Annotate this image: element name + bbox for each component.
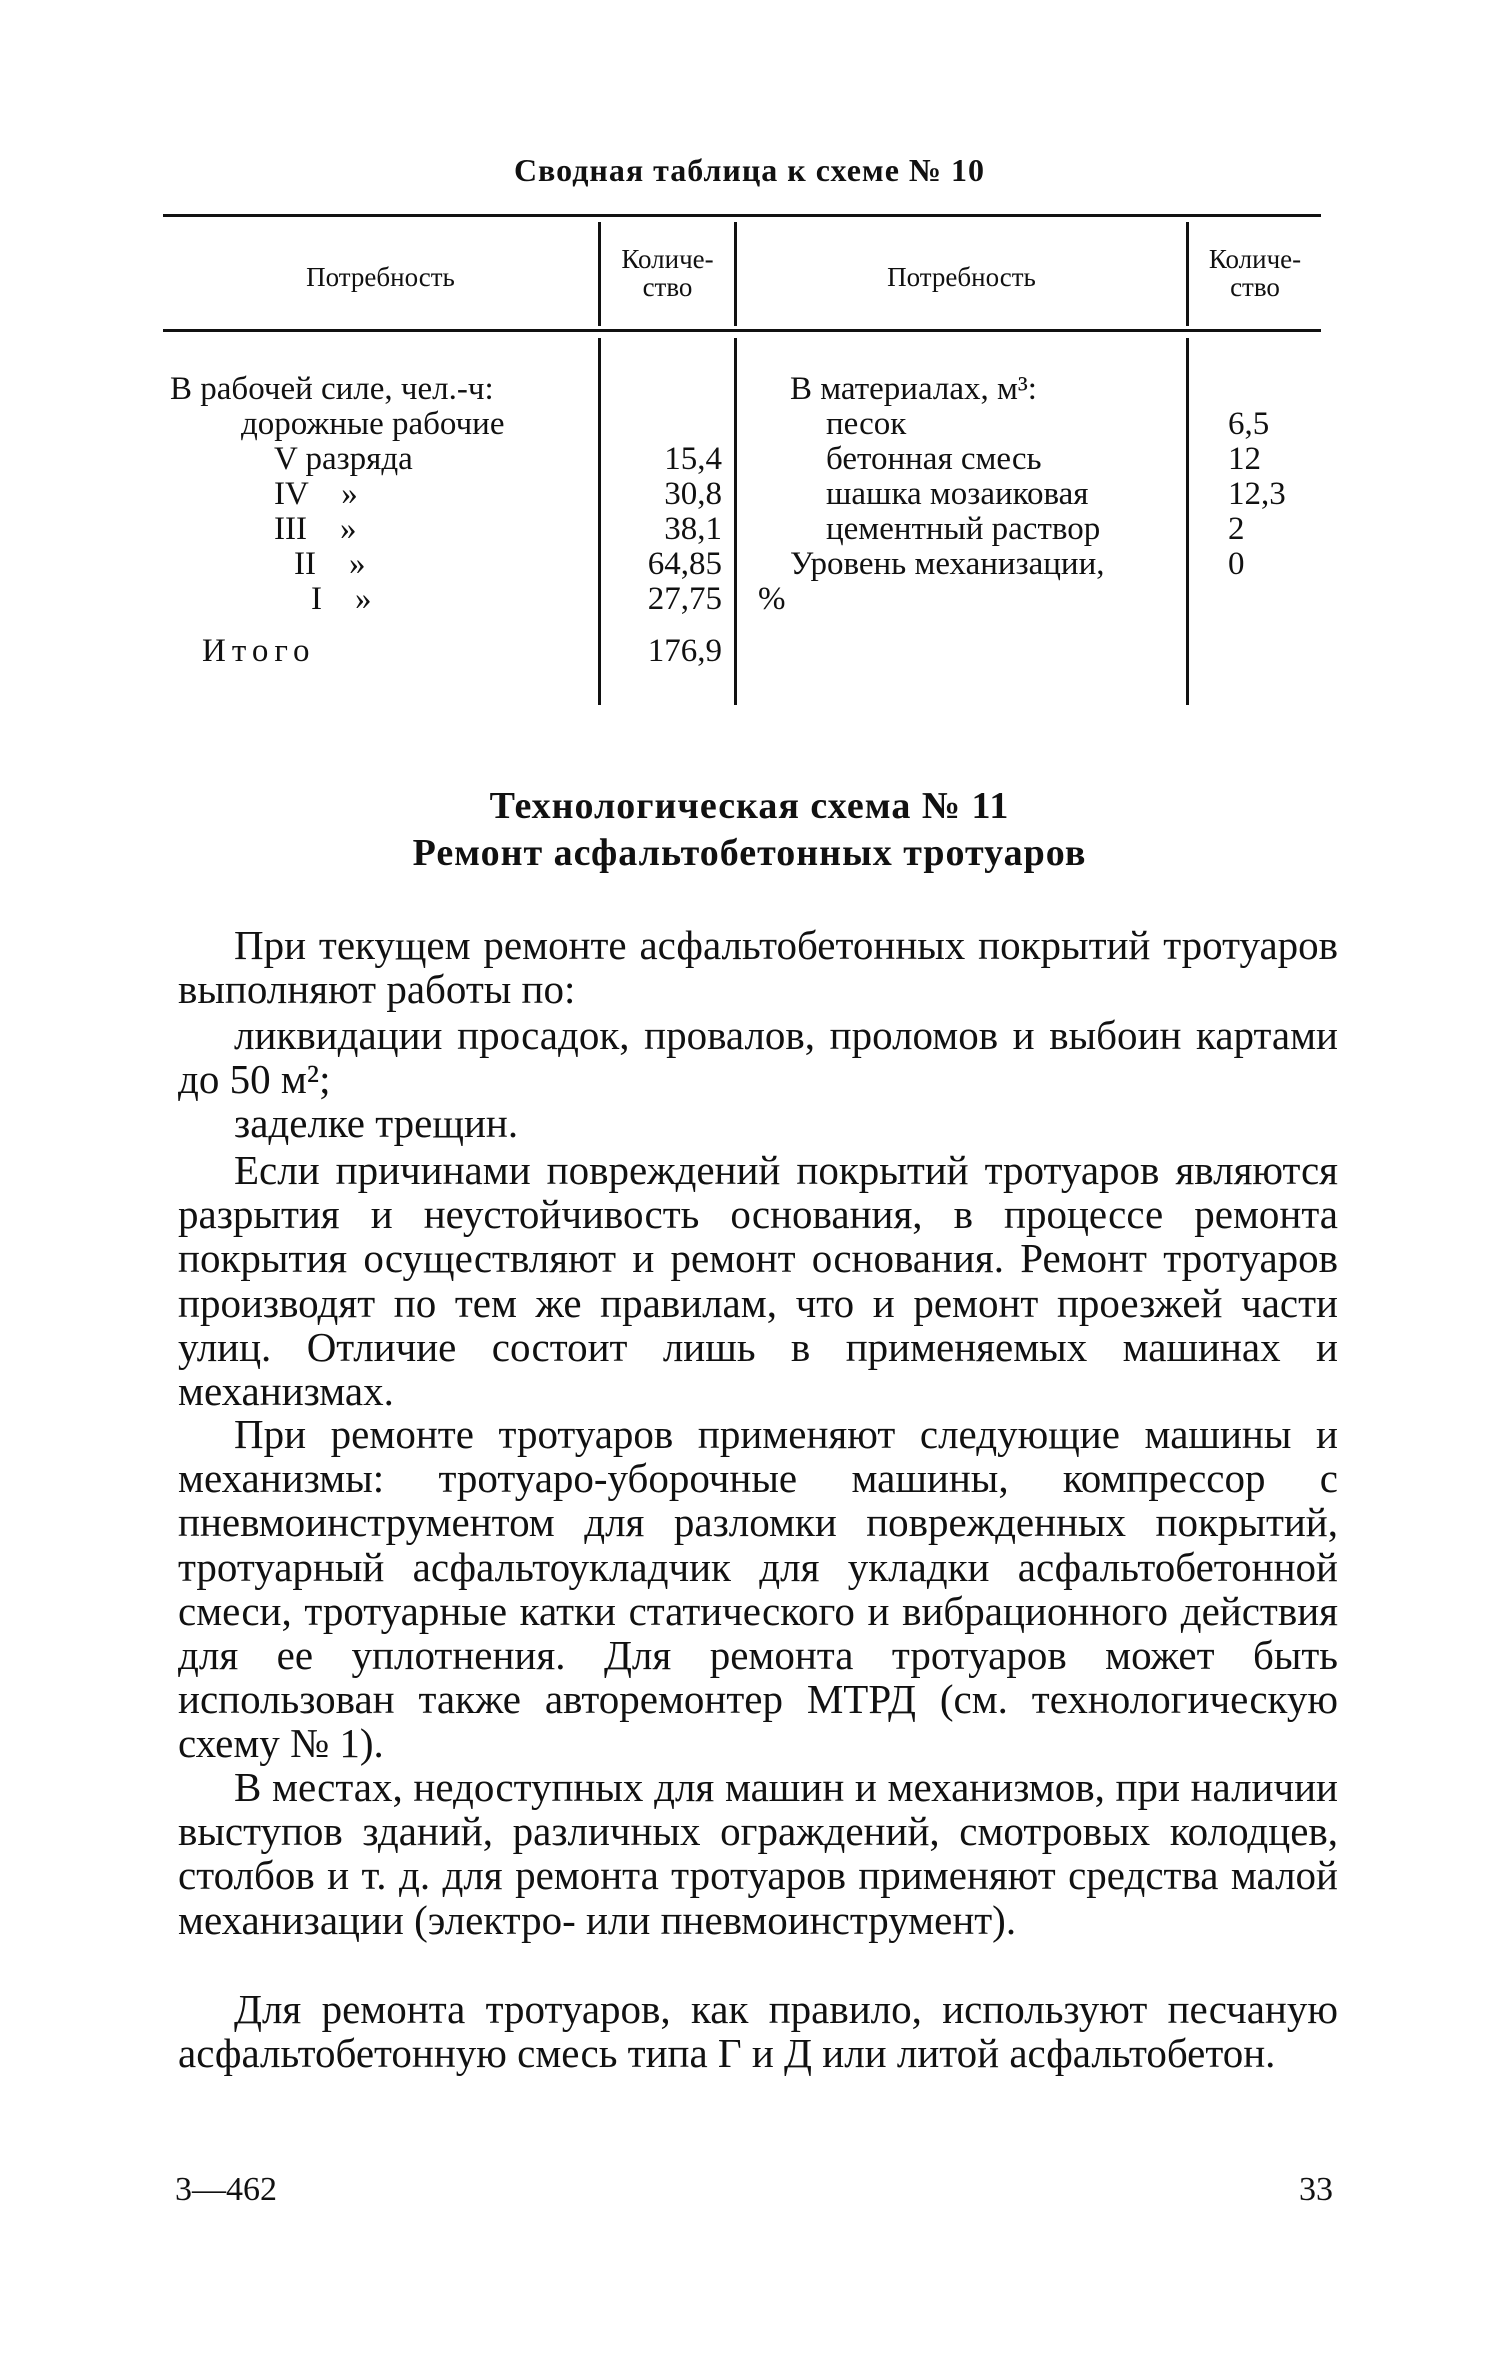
table-divider bbox=[734, 338, 737, 705]
paragraph-1: При текущем ремонте асфальтобетонных покрытий тротуаров выполняют работы по: bbox=[178, 922, 1338, 1013]
value-mechanization: 0 bbox=[1228, 546, 1245, 582]
row-label-labor: В рабочей силе, чел.-ч: bbox=[170, 371, 494, 407]
table-header-rule bbox=[163, 329, 1321, 332]
header-need-right: Потребность bbox=[887, 262, 1036, 292]
table-divider bbox=[1186, 338, 1189, 705]
paragraph-5: При ремонте тротуаров применяют следующие машины и механизмы: тротуаро-уборочные машины, компрессор с пневмоинструментом для разломки поврежденных покрытий, тротуарный асфальтоукладчик для укладки асфальтобетонной смеси, тротуарные катки статического и вибрационного действия для ее уплотнения. Для ремонта тротуаров может быть использован также авторемонтер МТРД (см. технологическую схему № 1). bbox=[178, 1411, 1338, 1767]
row-label-sand: песок bbox=[826, 406, 907, 442]
paragraph-2: ликвидации просадок, провалов, проломов и выбоин картами до 50 м²; bbox=[178, 1012, 1338, 1103]
paragraph-6: В местах, недоступных для машин и механизмов, при наличии выступов зданий, различных ограждений, смотровых колодцев, столбов и т. д. для ремонта тротуаров применяют средства малой механизации (электро- или пневмоинструмент). bbox=[178, 1764, 1338, 1943]
paragraph-3: заделке трещин. bbox=[234, 1100, 519, 1146]
header-need-left: Потребность bbox=[306, 262, 455, 292]
header-qty-left-line1: Количе- bbox=[621, 244, 714, 274]
row-label-percent: % bbox=[758, 581, 786, 617]
page-number: 33 bbox=[1299, 2171, 1333, 2208]
value-grade-i: 27,75 bbox=[647, 581, 722, 617]
row-label-total: Итого bbox=[202, 633, 316, 669]
value-grade-v: 15,4 bbox=[664, 441, 722, 477]
table-divider bbox=[598, 338, 601, 705]
value-total: 176,9 bbox=[647, 633, 722, 669]
value-sand: 6,5 bbox=[1228, 406, 1270, 442]
row-label-concrete-mix: бетонная смесь bbox=[826, 441, 1042, 477]
row-label-materials: В материалах, м³: bbox=[790, 371, 1037, 407]
value-grade-iii: 38,1 bbox=[664, 511, 722, 547]
printer-signature: 3—462 bbox=[175, 2171, 277, 2208]
value-grade-iv: 30,8 bbox=[664, 476, 722, 512]
row-label-grade-iii: III » bbox=[274, 511, 357, 547]
section-title: Технологическая схема № 11 bbox=[489, 785, 1010, 827]
row-label-mechanization: Уровень механизации, bbox=[790, 546, 1105, 582]
row-label-grade-iv: IV » bbox=[274, 476, 358, 512]
row-label-road-workers: дорожные рабочие bbox=[241, 406, 505, 442]
section-subtitle: Ремонт асфальтобетонных тротуаров bbox=[412, 832, 1087, 874]
table-top-rule bbox=[163, 214, 1321, 217]
header-qty-left-line2: ство bbox=[642, 272, 693, 302]
paragraph-4: Если причинами повреждений покрытий тротуаров являются разрытия и неустойчивость основания, в процессе ремонта покрытия осуществляют и ремонт основания. Ремонт тротуаров производят по тем же правилам, что и ремонт проезжей части улиц. Отличие состоит лишь в применяемых машинах и механизмах. bbox=[178, 1147, 1338, 1415]
paragraph-7: Для ремонта тротуаров, как правило, используют песчаную асфальтобетонную смесь типа Г и Д или литой асфальтобетон. bbox=[178, 1986, 1338, 2077]
row-label-cement-mortar: цементный раствор bbox=[826, 511, 1101, 547]
value-cement-mortar: 2 bbox=[1228, 511, 1245, 547]
value-grade-ii: 64,85 bbox=[647, 546, 722, 582]
row-label-grade-v: V разряда bbox=[274, 441, 413, 477]
row-label-mosaic-block: шашка мозаиковая bbox=[826, 476, 1089, 512]
row-label-grade-i: I » bbox=[311, 581, 372, 617]
header-qty-right-line1: Количе- bbox=[1208, 244, 1302, 274]
header-qty-right-line2: ство bbox=[1230, 272, 1280, 302]
row-label-grade-ii: II » bbox=[294, 546, 366, 582]
value-mosaic-block: 12,3 bbox=[1228, 476, 1286, 512]
table-title: Сводная таблица к схеме № 10 bbox=[513, 152, 986, 188]
value-concrete-mix: 12 bbox=[1228, 441, 1261, 477]
